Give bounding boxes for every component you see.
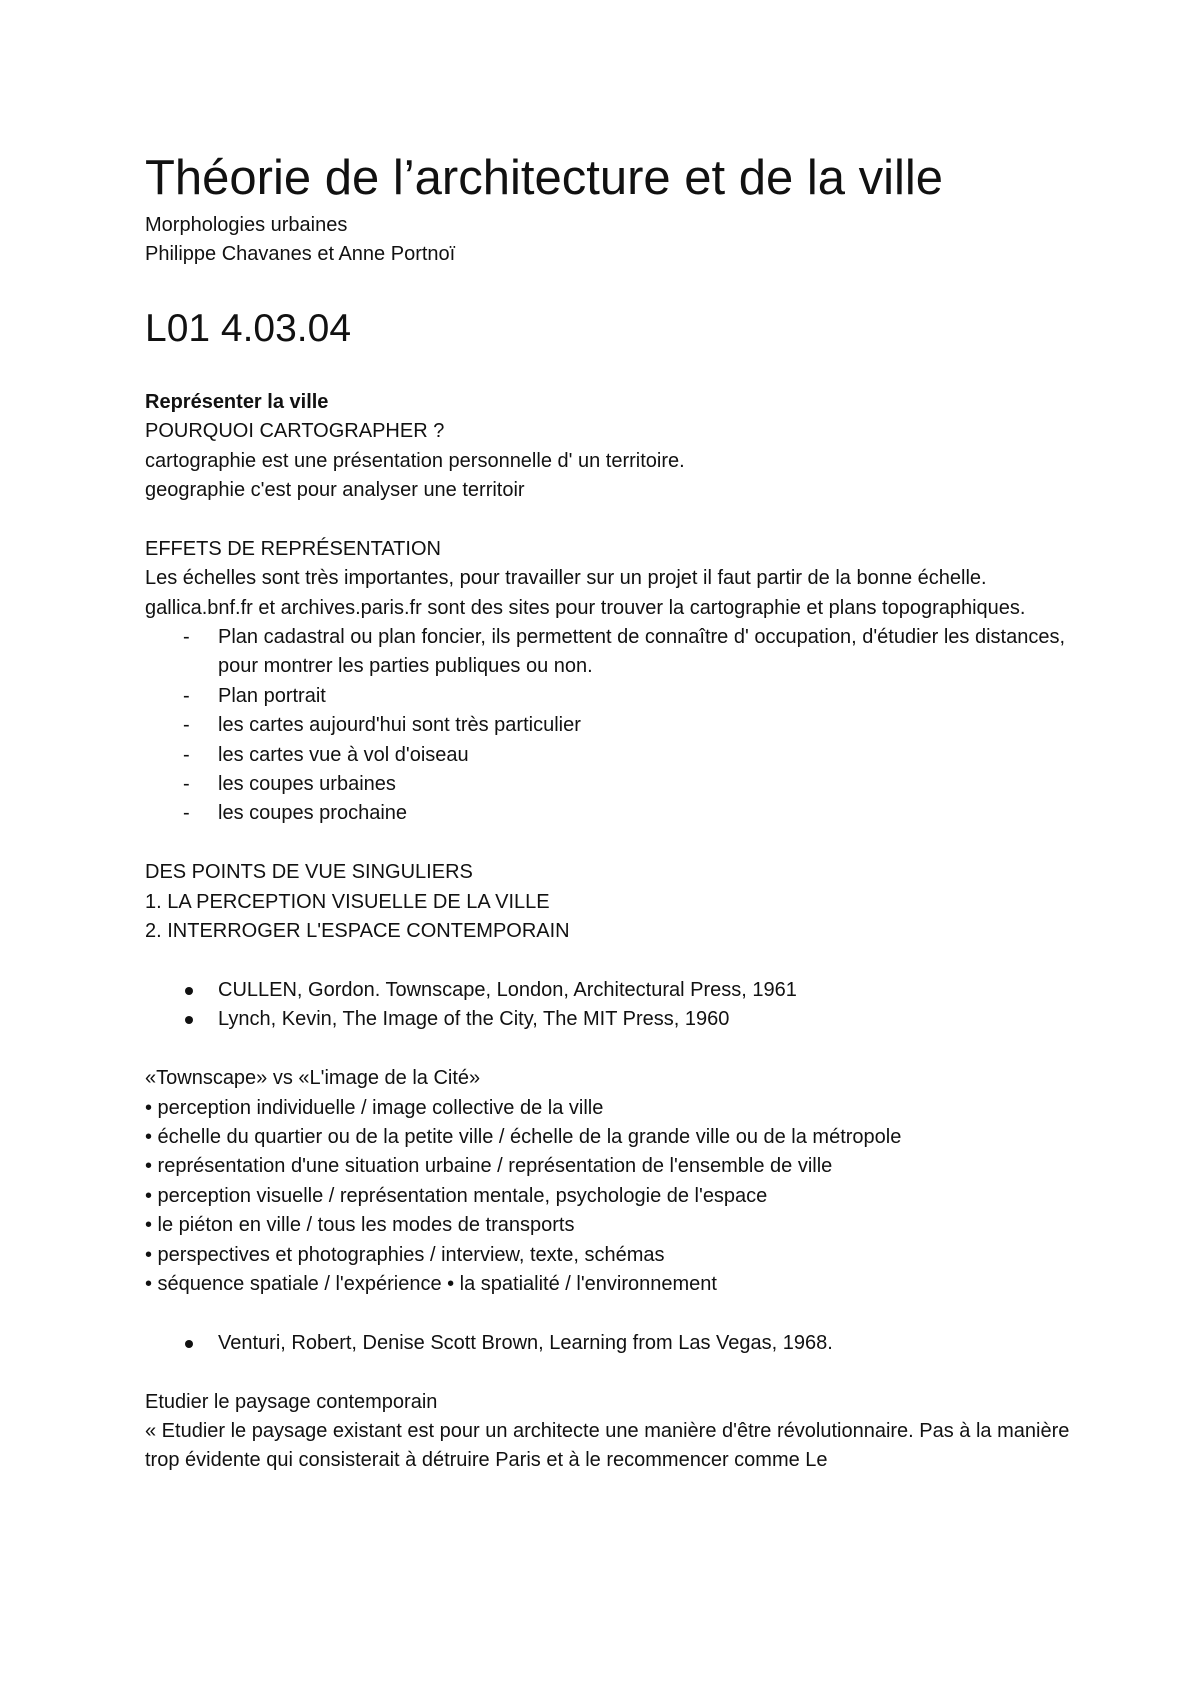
dash-marker: - xyxy=(183,626,190,649)
lesson-heading: L01 4.03.04 xyxy=(145,306,352,350)
reference-list xyxy=(145,976,1085,1035)
numbered-item: 2. INTERROGER L'ESPACE CONTEMPORAIN xyxy=(145,920,570,943)
paragraph: Les échelles sont très importantes, pour travailler sur un projet il faut partir de la bonne échelle. xyxy=(145,567,987,590)
list-item-text: les cartes vue à vol d'oiseau xyxy=(218,743,469,766)
reference-text: Venturi, Robert, Denise Scott Brown, Learning from Las Vegas, 1968. xyxy=(218,1331,833,1354)
document-authors: Philippe Chavanes et Anne Portnoï xyxy=(145,243,456,266)
reference-text: CULLEN, Gordon. Townscape, London, Architectural Press, 1961 xyxy=(218,978,797,1001)
comparison-line: • le piéton en ville / tous les modes de transports xyxy=(145,1214,575,1237)
document-subtitle: Morphologies urbaines xyxy=(145,214,348,236)
comparison-line: • échelle du quartier ou de la petite ville / échelle de la grande ville ou de la métropole xyxy=(145,1125,902,1148)
paragraph: gallica.bnf.fr et archives.paris.fr sont des sites pour trouver la cartographie et plans topographiques. xyxy=(145,596,1026,619)
list-item-text: les coupes prochaine xyxy=(218,802,408,825)
dash-list xyxy=(145,623,1085,829)
reference-item xyxy=(145,1005,1085,1034)
section-heading-effets: EFFETS DE REPRÉSENTATION xyxy=(145,537,441,560)
section-heading-paysage: Etudier le paysage contemporain xyxy=(145,1390,438,1413)
list-item xyxy=(145,741,1085,770)
spacer xyxy=(145,829,1085,858)
list-item xyxy=(145,623,1085,682)
comparison-line: • représentation d'une situation urbaine / représentation de l'ensemble de ville xyxy=(145,1155,833,1178)
comparison-line: • séquence spatiale / l'expérience • la spatialité / l'environnement xyxy=(145,1272,717,1295)
list-item xyxy=(145,711,1085,740)
dash-marker: - xyxy=(183,802,190,825)
dash-marker: - xyxy=(183,773,190,796)
comparison-line: • perception visuelle / représentation mentale, psychologie de l'espace xyxy=(145,1184,768,1207)
list-item-text: Plan cadastral ou plan foncier, ils permettent de connaître d' occupation, d'étudier les distances, pour montrer les parties publiques ou non. xyxy=(218,626,1066,678)
list-item-text: les cartes aujourd'hui sont très particulier xyxy=(218,714,581,737)
dash-marker: - xyxy=(183,714,190,737)
quote-paragraph: « Etudier le paysage existant est pour un architecte une manière d'être révolutionnaire. Pas à la manière trop évidente qui consisterait à détruire Paris et à le recommencer comme Le xyxy=(145,1419,1070,1472)
paragraph-line: cartographie est une présentation personnelle d' un territoire. xyxy=(145,449,685,472)
bullet-icon xyxy=(185,1340,193,1348)
reference-list xyxy=(145,1329,1085,1358)
dash-marker: - xyxy=(183,684,190,707)
list-item xyxy=(145,770,1085,799)
bullet-icon xyxy=(185,1016,193,1024)
list-item xyxy=(145,799,1085,828)
numbered-item: 1. LA PERCEPTION VISUELLE DE LA VILLE xyxy=(145,890,550,913)
section-heading-representer: Représenter la ville xyxy=(145,390,329,413)
comparison-line: • perception individuelle / image collective de la ville xyxy=(145,1096,604,1119)
document-title: Théorie de l’architecture et de la ville xyxy=(145,151,944,205)
dash-marker: - xyxy=(183,743,190,766)
comparison-line: • perspectives et photographies / interview, texte, schémas xyxy=(145,1243,665,1266)
list-item-text: Plan portrait xyxy=(218,684,326,707)
reference-text: Lynch, Kevin, The Image of the City, The MIT Press, 1960 xyxy=(218,1008,730,1031)
section-question: POURQUOI CARTOGRAPHER ? xyxy=(145,420,445,443)
spacer xyxy=(145,1035,1085,1064)
section-heading-townscape: «Townscape» vs «L'image de la Cité» xyxy=(145,1067,481,1090)
spacer xyxy=(145,1299,1085,1328)
spacer xyxy=(145,1358,1085,1387)
reference-item xyxy=(145,1329,1085,1358)
spacer xyxy=(145,505,1085,534)
list-item xyxy=(145,682,1085,711)
list-item-text: les coupes urbaines xyxy=(218,773,396,796)
bullet-icon xyxy=(185,987,193,995)
section-heading-points-de-vue: DES POINTS DE VUE SINGULIERS xyxy=(145,861,473,884)
reference-item xyxy=(145,976,1085,1005)
document-page xyxy=(145,145,1085,1476)
paragraph-line: geographie c'est pour analyser une territoir xyxy=(145,479,525,502)
spacer xyxy=(145,947,1085,976)
